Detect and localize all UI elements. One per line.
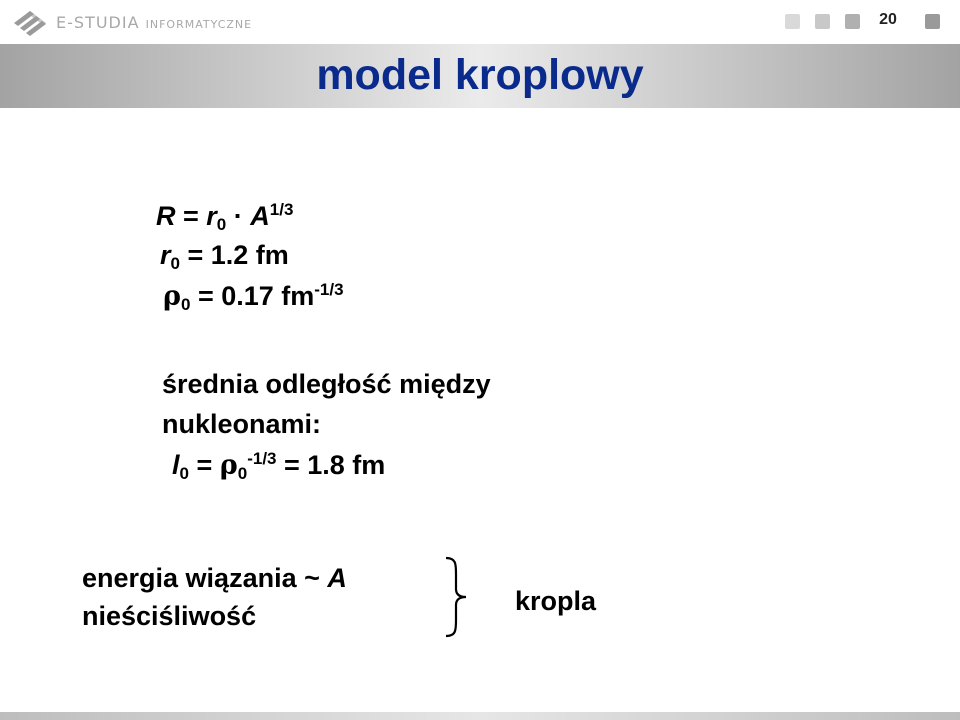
subscript: 0 xyxy=(180,295,191,314)
subscript: 0 xyxy=(179,464,189,483)
r0-formula xyxy=(160,240,289,274)
subscript: 0 xyxy=(237,464,248,483)
dot-operator: · xyxy=(226,201,251,231)
radius-formula xyxy=(156,200,293,235)
rho0-value: = 0.17 fm xyxy=(190,281,315,311)
equals: = xyxy=(188,450,220,480)
symbol-l: l xyxy=(172,450,180,480)
distance-line-1: średnia odległość między xyxy=(162,369,491,399)
subscript: 0 xyxy=(216,215,227,234)
symbol-A: A xyxy=(250,201,270,231)
logo-subtitle: INFORMATYCZNE xyxy=(145,17,253,31)
nav-square-3[interactable] xyxy=(845,14,860,29)
logo-brand: E-STUDIA xyxy=(56,12,140,32)
binding-energy-label: energia wiązania ~ xyxy=(82,563,328,593)
subscript: 0 xyxy=(170,254,180,273)
page-number: 20 xyxy=(879,11,897,28)
nav-square-2[interactable] xyxy=(815,14,830,29)
conclusion-label: kropla xyxy=(515,586,597,616)
distance-line-2: nukleonami: xyxy=(162,409,322,439)
binding-energy-line xyxy=(82,563,347,594)
exponent: -1/3 xyxy=(247,449,277,468)
symbol-A: A xyxy=(327,563,347,593)
rho0-formula xyxy=(163,280,344,315)
right-brace-icon xyxy=(442,556,472,638)
nav-square-4[interactable] xyxy=(925,14,940,29)
bottom-bar xyxy=(0,712,960,720)
e-studia-logo-icon xyxy=(10,5,50,39)
symbol-r: r xyxy=(206,201,217,231)
r0-value: = 1.2 fm xyxy=(179,240,289,270)
logo xyxy=(10,4,252,40)
nav-square-1[interactable] xyxy=(785,14,800,29)
symbol-r: r xyxy=(160,240,171,270)
incompressibility-line: nieściśliwość xyxy=(82,601,257,631)
symbol-rho: ρ xyxy=(163,281,181,312)
exponent: -1/3 xyxy=(314,280,344,299)
symbol-rho: ρ xyxy=(219,450,238,481)
slide-title: model kroplowy xyxy=(316,51,644,99)
symbol-R: R xyxy=(156,201,176,231)
distance-value: = 1.8 fm xyxy=(276,450,386,480)
exponent: 1/3 xyxy=(269,200,294,219)
distance-formula xyxy=(172,449,385,484)
logo-text xyxy=(56,13,252,32)
equals: = xyxy=(175,201,207,231)
